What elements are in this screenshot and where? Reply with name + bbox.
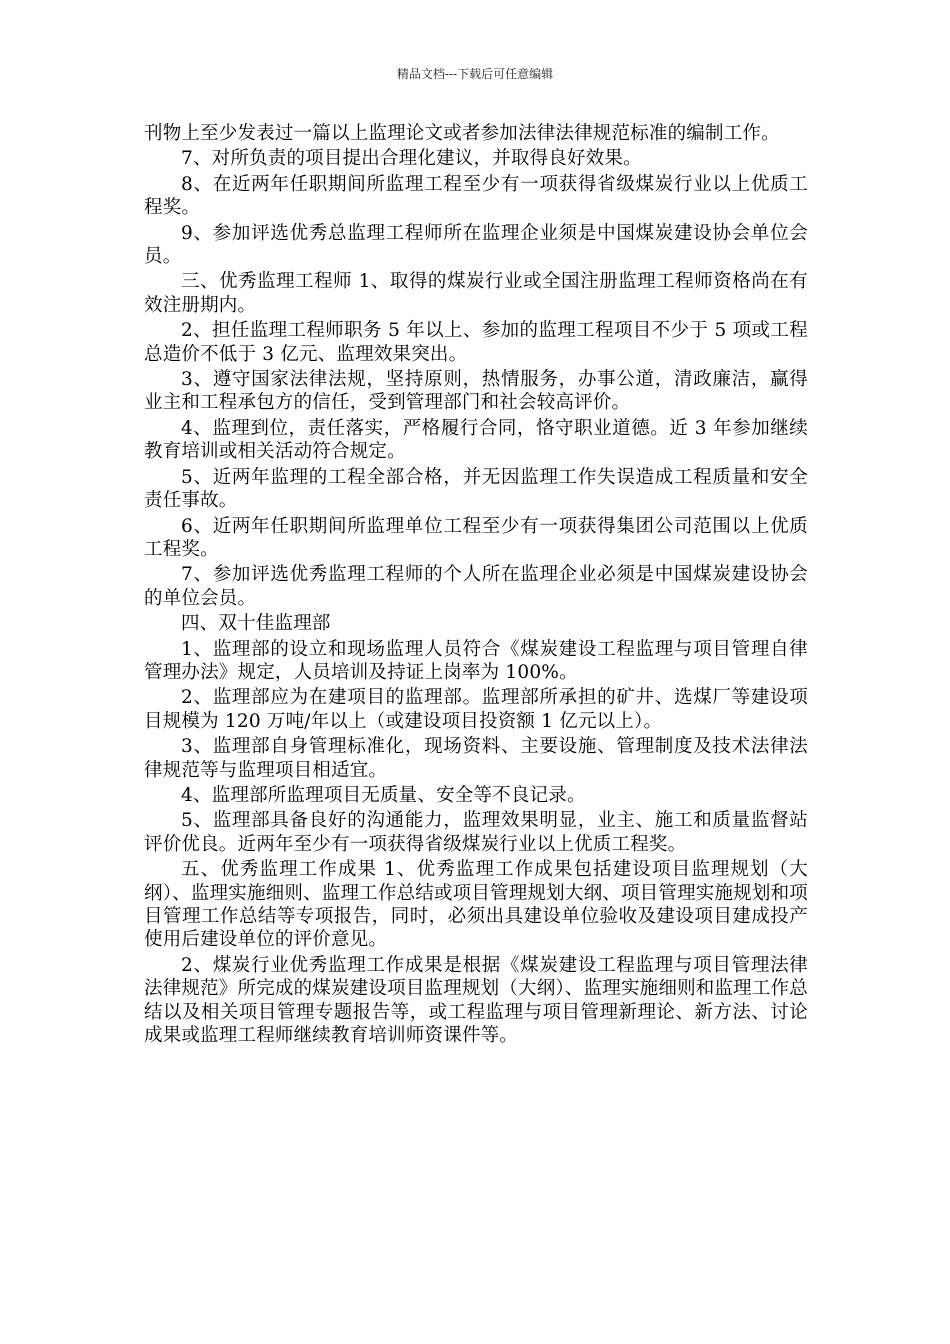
paragraph: 刊物上至少发表过一篇以上监理论文或者参加法律法律规范标准的编制工作。 [144,123,780,144]
paragraph: 8、在近两年任职期间所监理工程至少有一项获得省级煤炭行业以上优质工程奖。 [144,173,808,219]
paragraph: 2、监理部应为在建项目的监理部。监理部所承担的矿井、选煤厂等建设项目规模为 120 万吨/年以上（或建设项目投资额 1 亿元以上）。 [144,687,808,732]
paragraph: 6、近两年任职期间所监理单位工程至少有一项获得集团公司范围以上优质工程奖。 [144,515,808,560]
paragraph: 7、对所负责的项目提出合理化建议，并取得良好效果。 [181,148,642,170]
paragraph: 2、煤炭行业优秀监理工作成果是根据《煤炭建设工程监理与项目管理法律法律规范》所完成的煤炭建设项目监理规划（大纲）、监理实施细则和监理工作总结以及相关项目管理专题报告等，或工程监理与项目管理新理论、新方法、讨论成果或监理工程师继续教育培训师资课件等。 [144,954,808,1047]
paragraph: 4、监理到位，责任落实，严格履行合同，恪守职业道德。近 3 年参加继续教育培训或相关活动符合规定。 [144,417,808,463]
paragraph: 9、参加评选优秀总监理工程师所在监理企业须是中国煤炭建设协会单位会员。 [144,222,808,268]
page-header: 精品文档---下载后可任意编辑 [396,67,554,81]
paragraph: 1、监理部的设立和现场监理人员符合《煤炭建设工程监理与项目管理自律管理办法》规定，人员培训及持证上岗率为 100%。 [144,638,808,683]
document-body [144,122,808,1049]
paragraph: 5、监理部具备良好的沟通能力，监理效果明显，业主、施工和质量监督站评价优良。近两年至少有一项获得省级煤炭行业以上优质工程奖。 [144,810,808,855]
section-heading-paragraph: 三、优秀监理工程师 1、取得的煤炭行业或全国注册监理工程师资格尚在有效注册期内。 [144,271,808,316]
section-heading-paragraph: 五、优秀监理工作成果 1、优秀监理工作成果包括建设项目监理规划（大纲）、监理实施细则、监理工作总结或项目管理规划大纲、项目管理实施规划和项目管理工作总结等专项报告，同时，必须出具建设单位验收及建设项目建成投产使用后建设单位的评价意见。 [144,859,808,951]
paragraph: 5、近两年监理的工程全部合格，并无因监理工作失误造成工程质量和安全责任事故。 [144,466,808,512]
paragraph: 7、参加评选优秀监理工程师的个人所在监理企业必须是中国煤炭建设协会的单位会员。 [144,564,808,609]
paragraph: 3、监理部自身管理标准化，现场资料、主要设施、管理制度及技术法律法律规范等与监理项目相适宜。 [144,736,808,781]
paragraph: 2、担任监理工程师职务 5 年以上、参加的监理工程项目不少于 5 项或工程总造价不低于 3 亿元、监理效果突出。 [144,320,808,365]
section-heading: 四、双十佳监理部 [181,613,331,635]
paragraph: 3、遵守国家法律法规，坚持原则，热情服务，办事公道，清政廉洁，赢得业主和工程承包方的信任，受到管理部门和社会较高评价。 [144,369,808,414]
paragraph: 4、监理部所监理项目无质量、安全等不良记录。 [181,784,586,806]
